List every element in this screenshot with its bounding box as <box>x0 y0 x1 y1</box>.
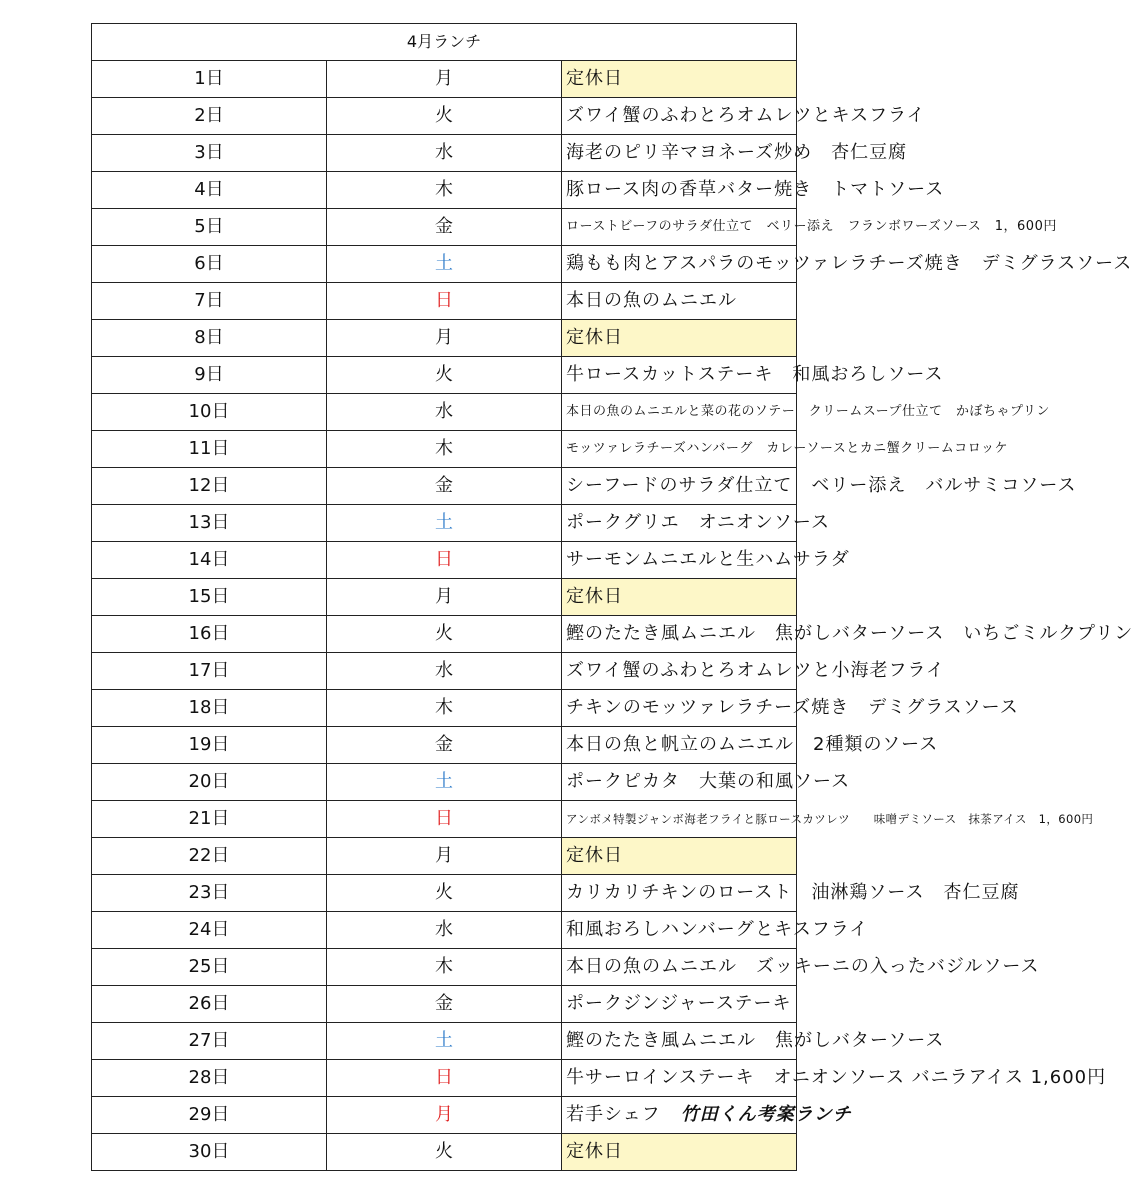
dish-text: カリカリチキンのロースト 油淋鶏ソース 杏仁豆腐 <box>566 882 1020 903</box>
weekday-cell: 火 <box>327 616 562 653</box>
dish-cell <box>562 357 944 394</box>
day-cell: 14日 <box>92 542 327 579</box>
menu-row <box>92 172 797 209</box>
day-cell: 9日 <box>92 357 327 394</box>
holiday-cell <box>562 1134 797 1171</box>
dish-cell <box>562 468 1077 505</box>
dish-cell <box>562 394 1050 431</box>
menu-row <box>92 875 797 912</box>
dish-cell <box>562 690 1019 727</box>
dish-text: 定休日 <box>566 1141 623 1162</box>
dish-cell <box>562 912 869 949</box>
dish-cell <box>562 172 945 209</box>
dish-text: 定休日 <box>566 845 623 866</box>
dish-cell <box>562 209 1057 246</box>
menu-row <box>92 394 797 431</box>
dish-text: 海老のピリ辛マヨネーズ炒め 杏仁豆腐 <box>566 142 908 163</box>
dish-text: 牛サーロインステーキ オニオンソース バニラアイス 1,600円 <box>566 1067 1107 1088</box>
holiday-cell <box>562 320 797 357</box>
weekday-cell: 日 <box>327 542 562 579</box>
weekday-cell: 土 <box>327 246 562 283</box>
day-cell: 16日 <box>92 616 327 653</box>
day-cell: 27日 <box>92 1023 327 1060</box>
menu-title: 4月ランチ <box>92 24 797 61</box>
weekday-cell: 金 <box>327 986 562 1023</box>
menu-row <box>92 246 797 283</box>
day-cell: 29日 <box>92 1097 327 1134</box>
menu-row <box>92 209 797 246</box>
menu-row <box>92 431 797 468</box>
weekday-cell: 木 <box>327 949 562 986</box>
dish-cell <box>562 505 831 542</box>
dish-cell <box>562 949 1040 986</box>
day-cell: 23日 <box>92 875 327 912</box>
holiday-cell <box>562 838 797 875</box>
weekday-cell: 水 <box>327 394 562 431</box>
dish-cell <box>562 98 926 135</box>
dish-text: モッツァレラチーズハンバーグ カレーソースとカニ蟹クリームコロッケ <box>566 441 1008 456</box>
menu-row <box>92 912 797 949</box>
weekday-cell: 土 <box>327 505 562 542</box>
menu-row <box>92 468 797 505</box>
dish-text: シーフードのサラダ仕立て ベリー添え バルサミコソース <box>566 475 1077 496</box>
dish-cell <box>562 727 939 764</box>
dish-text: サーモンムニエルと生ハムサラダ <box>566 549 850 570</box>
menu-row <box>92 690 797 727</box>
holiday-cell <box>562 579 797 616</box>
dish-cell <box>562 283 797 320</box>
menu-row <box>92 1134 797 1171</box>
weekday-cell: 土 <box>327 764 562 801</box>
weekday-cell: 月 <box>327 579 562 616</box>
day-cell: 24日 <box>92 912 327 949</box>
weekday-cell: 水 <box>327 653 562 690</box>
dish-text: 鶏もも肉とアスパラのモッツァレラチーズ焼き デミグラスソース <box>566 253 1133 274</box>
day-cell: 10日 <box>92 394 327 431</box>
day-cell: 15日 <box>92 579 327 616</box>
menu-row <box>92 801 797 838</box>
dish-cell <box>562 1023 945 1060</box>
weekday-cell: 火 <box>327 875 562 912</box>
dish-cell <box>562 1060 1107 1097</box>
dish-cell <box>562 801 1094 838</box>
menu-row <box>92 505 797 542</box>
dish-text: 本日の魚のムニエルと菜の花のソテー クリームスープ仕立て かぼちゃプリン <box>566 404 1050 419</box>
dish-text: ポークピカタ 大葉の和風ソース <box>566 771 851 792</box>
day-cell: 20日 <box>92 764 327 801</box>
menu-row <box>92 764 797 801</box>
dish-text: ローストビーフのサラダ仕立て ベリー添え フランボワーズソース 1，600円 <box>566 219 1057 234</box>
day-cell: 19日 <box>92 727 327 764</box>
day-cell: 5日 <box>92 209 327 246</box>
weekday-cell: 日 <box>327 283 562 320</box>
menu-row <box>92 357 797 394</box>
day-cell: 3日 <box>92 135 327 172</box>
menu-row <box>92 653 797 690</box>
weekday-cell: 水 <box>327 135 562 172</box>
dish-text: 定休日 <box>566 327 623 348</box>
chef-special-text: 竹田くん考案ランチ <box>680 1104 852 1125</box>
menu-row <box>92 616 797 653</box>
weekday-cell: 火 <box>327 357 562 394</box>
menu-body <box>92 24 1133 1171</box>
dish-cell <box>562 542 850 579</box>
weekday-cell: 水 <box>327 912 562 949</box>
day-cell: 17日 <box>92 653 327 690</box>
dish-cell <box>562 431 1008 468</box>
menu-row <box>92 283 797 320</box>
dish-cell <box>562 246 1133 283</box>
weekday-cell: 火 <box>327 98 562 135</box>
menu-row <box>92 320 797 357</box>
dish-cell <box>562 653 945 690</box>
dish-text: 本日の魚と帆立のムニエル 2種類のソース <box>566 734 939 755</box>
weekday-cell: 木 <box>327 431 562 468</box>
weekday-cell: 月 <box>327 1097 562 1134</box>
day-cell: 30日 <box>92 1134 327 1171</box>
menu-row <box>92 98 797 135</box>
weekday-cell: 日 <box>327 801 562 838</box>
dish-text: ポークジンジャーステーキ <box>566 993 792 1014</box>
dish-cell <box>562 764 851 801</box>
day-cell: 2日 <box>92 98 327 135</box>
dish-text: 定休日 <box>566 68 623 89</box>
dish-cell <box>562 986 797 1023</box>
menu-row <box>92 727 797 764</box>
day-cell: 13日 <box>92 505 327 542</box>
dish-text: 定休日 <box>566 586 623 607</box>
menu-row <box>92 61 797 98</box>
day-cell: 11日 <box>92 431 327 468</box>
weekday-cell: 金 <box>327 727 562 764</box>
dish-text: 和風おろしハンバーグとキスフライ <box>566 919 869 940</box>
dish-cell <box>562 616 1133 653</box>
day-cell: 21日 <box>92 801 327 838</box>
weekday-cell: 土 <box>327 1023 562 1060</box>
day-cell: 25日 <box>92 949 327 986</box>
dish-text: 鰹のたたき風ムニエル 焦がしバターソース いちごミルクプリン <box>566 623 1133 644</box>
day-cell: 6日 <box>92 246 327 283</box>
weekday-cell: 金 <box>327 468 562 505</box>
dish-text: 鰹のたたき風ムニエル 焦がしバターソース <box>566 1030 945 1051</box>
menu-row <box>92 542 797 579</box>
menu-row <box>92 579 797 616</box>
weekday-cell: 火 <box>327 1134 562 1171</box>
day-cell: 7日 <box>92 283 327 320</box>
dish-cell <box>562 1097 852 1134</box>
menu-row <box>92 1023 797 1060</box>
weekday-cell: 月 <box>327 320 562 357</box>
menu-row <box>92 949 797 986</box>
menu-row <box>92 838 797 875</box>
day-cell: 4日 <box>92 172 327 209</box>
dish-cell <box>562 875 1020 912</box>
dish-text: 若手シェフ <box>566 1104 661 1125</box>
header-row <box>92 24 797 61</box>
dish-text: ズワイ蟹のふわとろオムレツとキスフライ <box>566 105 926 126</box>
lunch-menu-table <box>91 23 1133 1171</box>
menu-row <box>92 1097 797 1134</box>
day-cell: 12日 <box>92 468 327 505</box>
weekday-cell: 日 <box>327 1060 562 1097</box>
weekday-cell: 月 <box>327 61 562 98</box>
weekday-cell: 木 <box>327 690 562 727</box>
day-cell: 1日 <box>92 61 327 98</box>
dish-text: ズワイ蟹のふわとろオムレツと小海老フライ <box>566 660 945 681</box>
day-cell: 26日 <box>92 986 327 1023</box>
dish-text: アンボメ特製ジャンボ海老フライと豚ロースカツレツ 味噌デミソース 抹茶アイス 1，600円 <box>566 812 1094 826</box>
dish-text: 本日の魚のムニエル <box>566 290 737 311</box>
menu-row <box>92 1060 797 1097</box>
holiday-cell <box>562 61 797 98</box>
day-cell: 8日 <box>92 320 327 357</box>
day-cell: 22日 <box>92 838 327 875</box>
menu-row <box>92 135 797 172</box>
weekday-cell: 木 <box>327 172 562 209</box>
weekday-cell: 月 <box>327 838 562 875</box>
dish-text: ポークグリエ オニオンソース <box>566 512 831 533</box>
dish-text: 本日の魚のムニエル ズッキーニの入ったバジルソース <box>566 956 1040 977</box>
menu-row <box>92 986 797 1023</box>
day-cell: 18日 <box>92 690 327 727</box>
dish-text: チキンのモッツァレラチーズ焼き デミグラスソース <box>566 697 1019 718</box>
day-cell: 28日 <box>92 1060 327 1097</box>
weekday-cell: 金 <box>327 209 562 246</box>
dish-text: 豚ロース肉の香草バター焼き トマトソース <box>566 179 945 200</box>
dish-cell <box>562 135 908 172</box>
dish-text: 牛ロースカットステーキ 和風おろしソース <box>566 364 944 385</box>
